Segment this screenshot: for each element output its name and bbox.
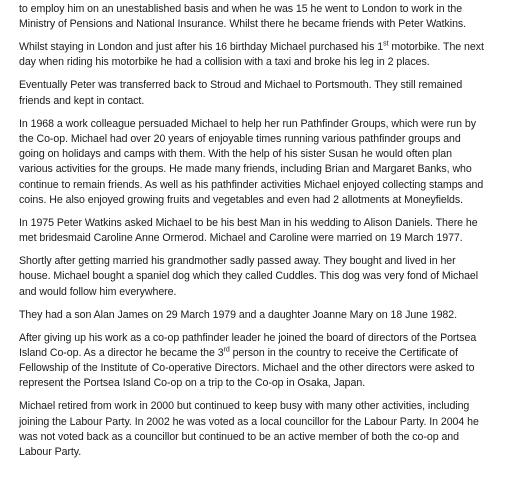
text-line: going on holidays and camps with them. With the help of his sister Susan he would often plan <box>19 148 452 161</box>
text-line: Labour Party. <box>19 446 82 459</box>
paragraph-portsmouth <box>19 78 502 109</box>
text-line: house. Michael bought a spaniel dog which they called Cuddles. This dog was very fond of Michael <box>19 270 479 283</box>
text-fragment: Whilst staying in London and just after his 16 birthday Michael purchased his 1 <box>19 41 384 54</box>
text-line: friends and kept in contact. <box>19 94 145 107</box>
text-line: and would follow him everywhere. <box>19 285 177 298</box>
text-line: day when riding his motorbike he had a collision with a taxi and broke his leg in 2 places. <box>19 56 430 69</box>
text-line <box>19 346 502 361</box>
text-line <box>19 40 502 55</box>
text-fragment: person in the country to receive the Certificate of <box>229 346 458 359</box>
text-fragment: motorbike. The next <box>388 41 484 54</box>
paragraph-retirement <box>19 399 502 460</box>
paragraph-ministry <box>19 2 502 33</box>
paragraph-wedding <box>19 216 502 247</box>
text-line: various activities for the groups. He made many friends, including Brian and Margaret Banks, who <box>19 163 472 176</box>
text-fragment: Island Co-op. As a director he became the 3 <box>19 346 224 359</box>
text-line: Eventually Peter was transferred back to Stroud and Michael to Portsmouth. They still remained <box>19 79 463 92</box>
text-line: They had a son Alan James on 29 March 1979 and a daughter Joanne Mary on 18 June 1982. <box>19 308 458 321</box>
text-line: Ministry of Pensions and National Insurance. Whilst there he became friends with Peter Watkins. <box>19 18 467 31</box>
text-line: joining the Labour Party. In 2002 he was voted as a local councillor for the Labour Party. In 2004 he <box>19 415 479 428</box>
text-line: met bridesmaid Caroline Anne Ormerod. Michael and Caroline were married on 19 March 1977. <box>19 232 463 245</box>
paragraph-children <box>19 308 502 323</box>
text-line: represent the Portsea Island Co-op on a trip to the Co-op in Osaka, Japan. <box>19 377 366 390</box>
paragraph-directors <box>19 331 502 392</box>
paragraph-motorbike <box>19 40 502 71</box>
ordinal-suffix: rd <box>223 346 230 354</box>
ordinal-suffix: st <box>383 40 389 48</box>
paragraph-cuddles <box>19 254 502 300</box>
text-line: Shortly after getting married his grandmother sadly passed away. They bought and lived in her <box>19 255 456 268</box>
text-line: Michael retired from work in 2000 but continued to keep busy with many other activities, including <box>19 400 470 413</box>
text-line: the Co-op. Michael had over 20 years of enjoyable times running various pathfinder groups and <box>19 132 461 145</box>
text-line: In 1968 a work colleague persuaded Michael to help her run Pathfinder Groups, which were run by <box>19 117 476 130</box>
text-line: After giving up his work as a co-op pathfinder leader he joined the board of directors of the Portsea <box>19 331 477 344</box>
text-line: to employ him on an unestablished basis and when he was 15 he went to London to work in the <box>19 3 463 15</box>
paragraph-pathfinder <box>19 117 502 209</box>
text-line: continue to remain friends. As well as his pathfinder activities Michael enjoyed collecting stamps and <box>19 178 484 191</box>
text-line: was not voted back as a councillor but continued to be an active member of both the co-op and <box>19 430 459 443</box>
text-line: Fellowship of the Institute of Co-operative Directors. Michael and the other directors were asked to <box>19 362 475 375</box>
text-line: coins. He also enjoyed growing fruits and vegetables and even had 2 allotments at Moneyfields. <box>19 194 464 207</box>
text-line: In 1975 Peter Watkins asked Michael to be his best Man in his wedding to Alison Daniels. There he <box>19 216 478 229</box>
